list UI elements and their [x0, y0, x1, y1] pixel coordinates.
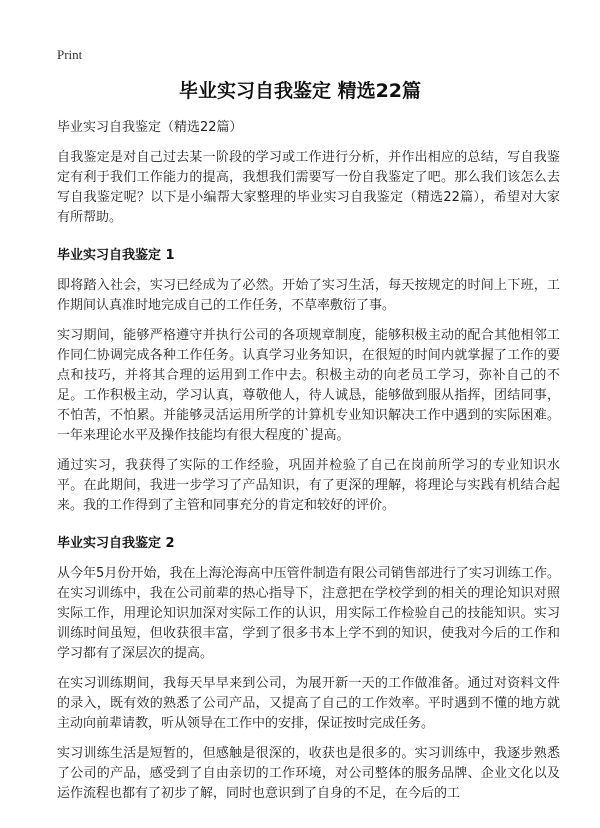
- section-1-paragraph-2: 实习期间，能够严格遵守并执行公司的各项规章制度，能够积极主动的配合其他相邻工作同仁协调完成各种工作任务。认真学习业务知识，在很短的时间内就掌握了工作的要点和技巧，并将其合理的运用到工作中去。积极主动的向老员工学习，弥补自己的不足。工作积极主动，学习认真，尊敬他人，待人诚恳，能够做到服从指挥，团结同事，不怕苦，不怕累。并能够灵活运用所学的计算机专业知识解决工作中遇到的实际困难。一年来理论水平及操作技能均有很大程度的`提高。: [57, 328, 560, 443]
- section-1-paragraph-3: 通过实习，我获得了实际的工作经验，巩固并检验了自己在岗前所学习的专业知识水平。在此期间，我进一步学习了产品知识，有了更深的理解，将理论与实践有机结合起来。我的工作得到了主管和同事充分的肯定和较好的评价。: [57, 458, 560, 513]
- section-2-paragraph-1: 从今年5月份开始，我在上海沦海高中压管件制造有限公司销售部进行了实习训练工作。在实习训练中，我在公司前辈的热心指导下，注意把在学校学到的相关的理论知识对照实际工作，用理论知识加深对实际工作的认识，用实际工作检验自己的技能知识。实习训练时间虽短，但收获很丰富，学到了很多书本上学不到的知识，使我对今后的工作和学习都有了深层次的提高。: [57, 566, 560, 661]
- section-2-paragraph-3: 实习训练生活是短暂的，但感触是很深的，收获也是很多的。实习训练中，我逐步熟悉了公司的产品，感受到了自由亲切的工作环境，对公司整体的服务品牌、企业文化以及运作流程也都有了初步了解，同时也意识到了自身的不足，在今后的工: [57, 746, 560, 801]
- section-1-paragraph-1: 即将踏入社会，实习已经成为了必然。开始了实习生活，每天按规定的时间上下班，工作期间认真准时地完成自己的工作任务，不草率敷衍了事。: [57, 278, 560, 313]
- document-subtitle: 毕业实习自我鉴定（精选22篇）: [57, 120, 243, 135]
- section-heading-1: 毕业实习自我鉴定 1: [57, 248, 175, 263]
- section-2-paragraph-2: 在实习训练期间，我每天早早来到公司，为展开新一天的工作做准备。通过对资料文件的录入，既有效的熟悉了公司产品，又提高了自己的工作效率。平时遇到不懂的地方就主动向前辈请教，听从领导在工作中的安排，保证按时完成任务。: [57, 676, 560, 731]
- intro-paragraph: 自我鉴定是对自己过去某一阶段的学习或工作进行分析，并作出相应的总结，写自我鉴定有利于我们工作能力的提高，我想我们需要写一份自我鉴定了吧。那么我们该怎么去写自我鉴定呢？以下是小编帮大家整理的毕业实习自我鉴定（精选22篇），希望对大家有所帮助。: [57, 150, 560, 225]
- print-link[interactable]: Print: [57, 47, 83, 62]
- page-title: 毕业实习自我鉴定 精选22篇: [178, 80, 422, 102]
- section-heading-2: 毕业实习自我鉴定 2: [57, 536, 175, 551]
